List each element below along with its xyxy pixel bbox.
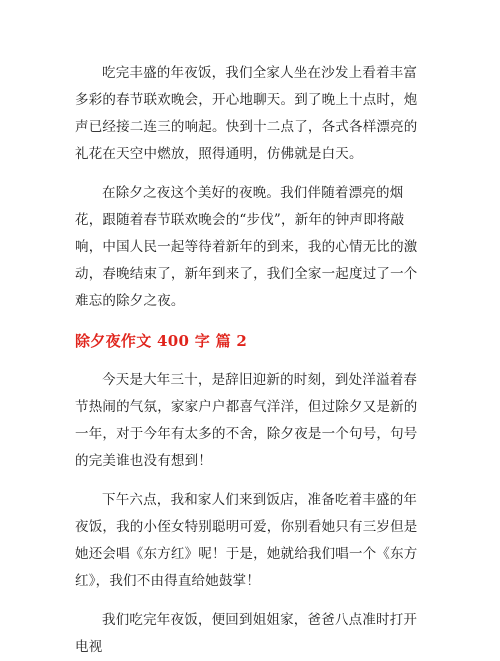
paragraph-4: 下午六点，我和家人们来到饭店，准备吃着丰盛的年夜饭，我的小侄女特别聪明可爱，你别看她只有三岁但是她还会唱《东方红》呢！于是，她就给我们唱一个《东方红》，我们不由得直给她鼓掌！ xyxy=(75,492,418,589)
section-heading: 除夕夜作文 400 字 篇 2 xyxy=(75,332,248,350)
paragraph-5-partial: 我们吃完年夜饭，便回到姐姐家，爸爸八点准时打开电视 xyxy=(75,612,418,655)
paragraph-1: 吃完丰盛的年夜饭，我们全家人坐在沙发上看着丰富多彩的春节联欢晚会，开心地聊天。到了晚上十点时，炮声已经接二连三的响起。快到十二点了，各式各样漂亮的礼花在天空中燃放，照得通明，仿佛就是白天。 xyxy=(75,65,418,162)
paragraph-2: 在除夕之夜这个美好的夜晚。我们伴随着漂亮的烟花，跟随着春节联欢晚会的“步伐”，新年的钟声即将敲响，中国人民一起等待着新年的到来，我的心情无比的激动，春晚结束了，新年到来了，我们全家一起度过了一个难忘的除夕之夜。 xyxy=(75,185,418,309)
document-body xyxy=(75,60,427,655)
paragraph-3: 今天是大年三十，是辞旧迎新的时刻，到处洋溢着春节热闹的气氛，家家户户都喜气洋洋，但过除夕又是新的一年，对于今年有太多的不舍，除夕夜是一个句号，句号的完美谁也没有想到！ xyxy=(75,372,418,469)
